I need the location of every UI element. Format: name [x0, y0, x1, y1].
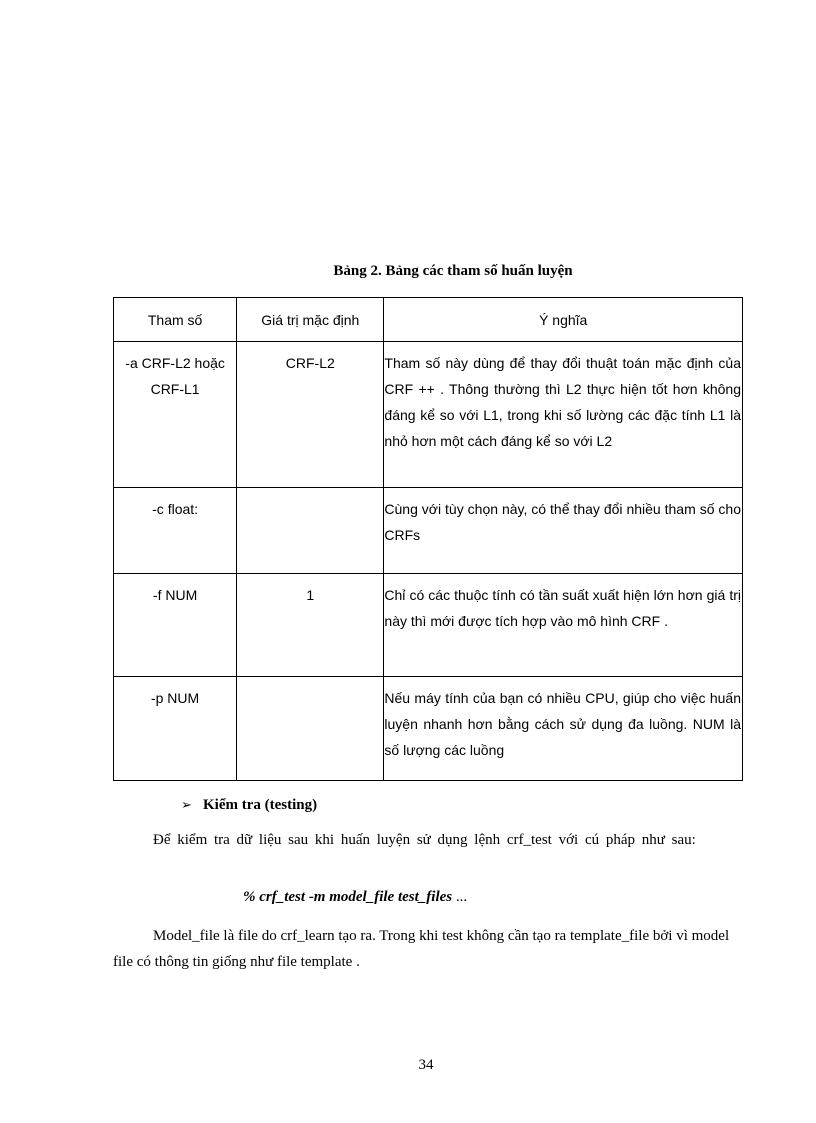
- default-cell: 1: [237, 574, 384, 677]
- param-cell: -a CRF-L2 hoặc CRF-L1: [114, 342, 237, 488]
- section-heading: [181, 797, 317, 814]
- table-row: [114, 574, 743, 677]
- table-row: [114, 342, 743, 488]
- table-caption: Bảng 2. Bảng các tham số huấn luyện: [333, 263, 573, 279]
- body-paragraph: Model_file là file do crf_learn tạo ra. Trong khi test không cần tạo ra template_file bởi vì model file có thông tin giống như file template .: [113, 928, 730, 970]
- parameters-table: [113, 297, 743, 781]
- section-heading-text: Kiểm tra (testing): [203, 797, 318, 813]
- command-syntax-ellipsis: ...: [452, 889, 468, 905]
- arrow-bullet-icon: ➢: [181, 797, 192, 812]
- meaning-cell: Chỉ có các thuộc tính có tần suất xuất hiện lớn hơn giá trị này thì mới được tích hợp vào mô hình CRF .: [384, 574, 743, 677]
- meaning-cell: Tham số này dùng để thay đổi thuật toán mặc định của CRF ++ . Thông thường thì L2 thực hiện tốt hơn không đáng kể so với L1, trong khi số lường các đặc tính L1 là nhỏ hơn một cách đáng kể so với L2: [384, 342, 743, 488]
- header-default: Giá trị mặc định: [237, 298, 384, 342]
- default-cell: CRF-L2: [237, 342, 384, 488]
- meaning-cell: Cùng với tùy chọn này, có thể thay đổi nhiều tham số cho CRFs: [384, 488, 743, 574]
- page-number: 34: [418, 1057, 434, 1073]
- param-cell: -f NUM: [114, 574, 237, 677]
- meaning-cell: Nếu máy tính của bạn có nhiều CPU, giúp cho việc huấn luyện nhanh hơn bằng cách sử dụng đa luồng. NUM là số lượng các luồng: [384, 677, 743, 781]
- default-cell: [237, 488, 384, 574]
- param-cell: -p NUM: [114, 677, 237, 781]
- default-cell: [237, 677, 384, 781]
- command-syntax: [243, 889, 467, 906]
- param-cell: -c float:: [114, 488, 237, 574]
- header-meaning: Ý nghĩa: [384, 298, 743, 342]
- table-header-row: [114, 298, 743, 342]
- header-param: Tham số: [114, 298, 237, 342]
- intro-paragraph: Để kiểm tra dữ liệu sau khi huấn luyện sử dụng lệnh crf_test với cú pháp như sau:: [153, 832, 696, 848]
- table-row: [114, 488, 743, 574]
- table-row: [114, 677, 743, 781]
- command-syntax-text: % crf_test -m model_file test_files: [243, 889, 453, 905]
